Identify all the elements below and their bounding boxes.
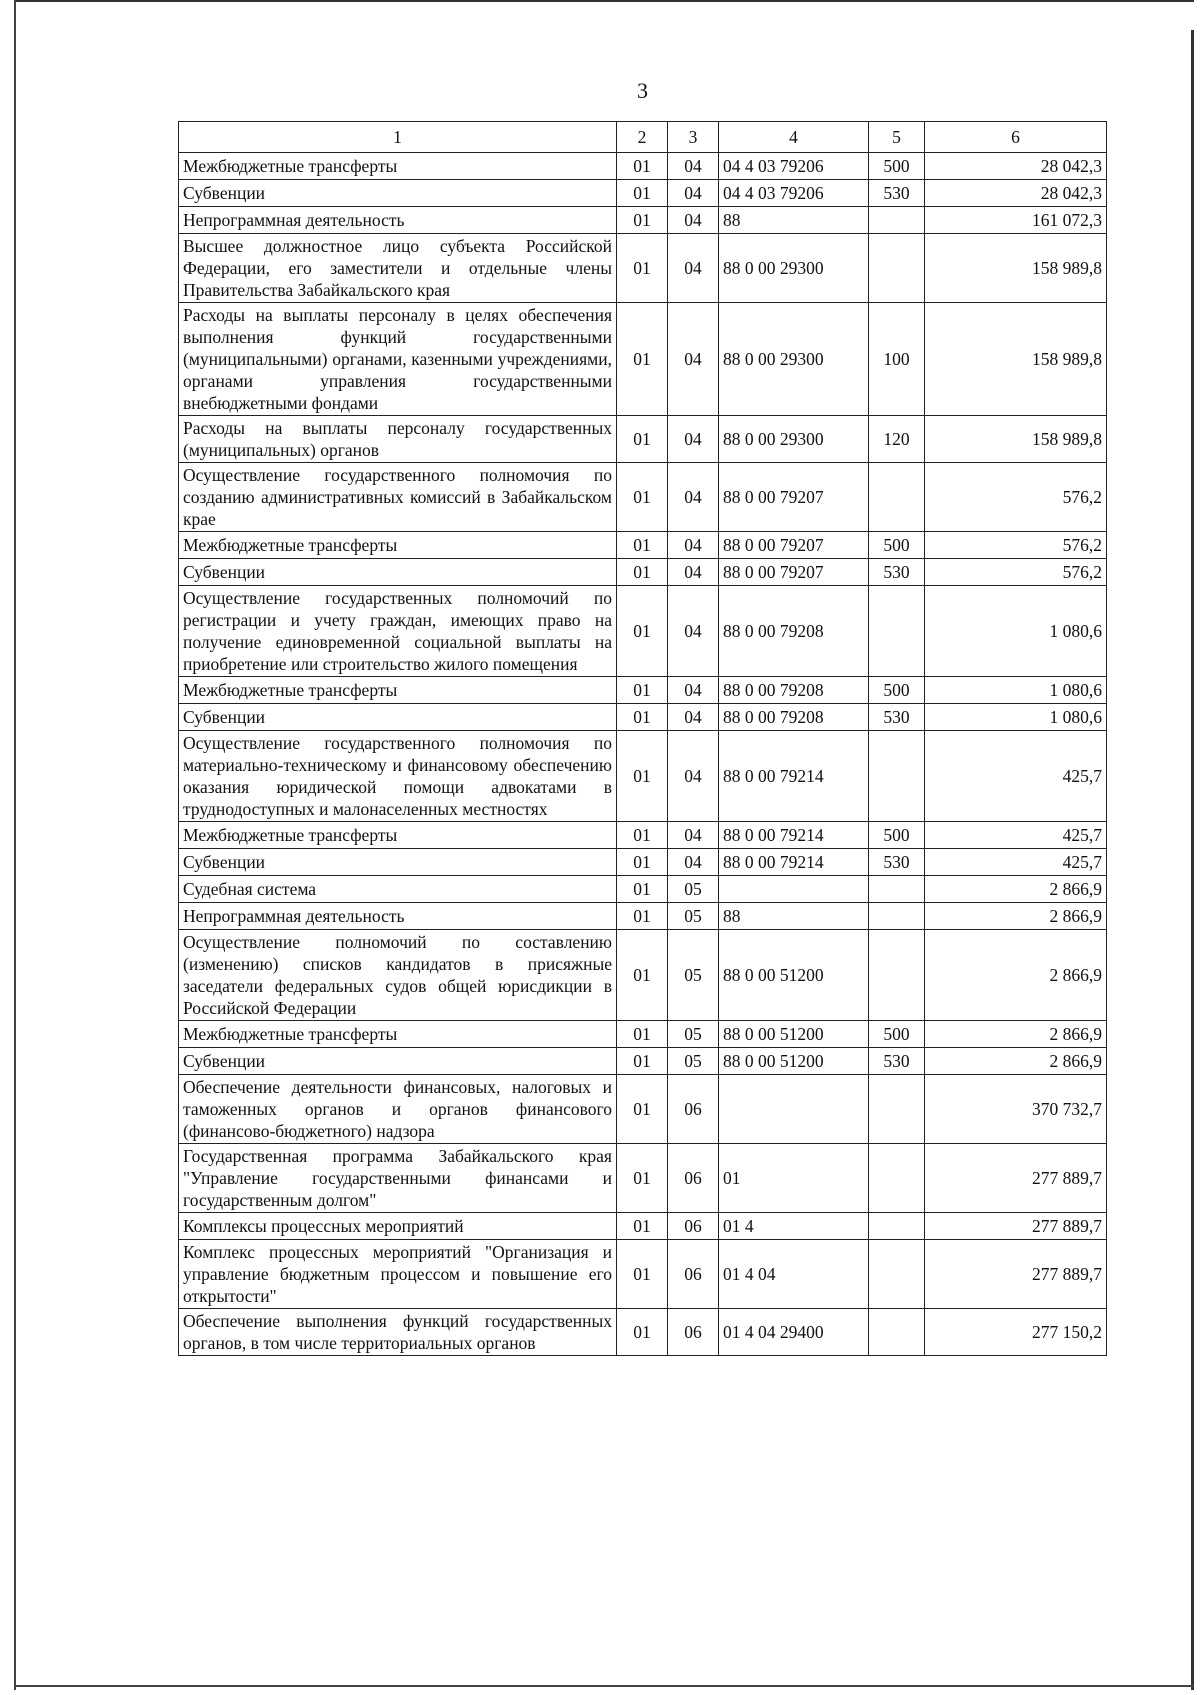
row-name: Обеспечение выполнения функций государственных органов, в том числе территориальных органов <box>179 1309 617 1356</box>
budget-table <box>178 121 1107 1356</box>
row-expense-type <box>869 1309 925 1356</box>
row-name: Судебная система <box>179 876 617 903</box>
header-col-2: 2 <box>617 122 668 153</box>
row-amount: 2 866,9 <box>925 1021 1107 1048</box>
row-expense-type <box>869 1240 925 1309</box>
row-expense-type: 100 <box>869 303 925 416</box>
row-section: 01 <box>617 207 668 234</box>
row-expense-type: 500 <box>869 532 925 559</box>
table-row <box>179 930 1107 1021</box>
row-expense-type: 500 <box>869 677 925 704</box>
row-expense-type: 530 <box>869 704 925 731</box>
row-expense-type: 530 <box>869 559 925 586</box>
row-target-code: 88 0 00 79208 <box>719 677 869 704</box>
row-expense-type <box>869 586 925 677</box>
header-col-4: 4 <box>719 122 869 153</box>
table-row <box>179 532 1107 559</box>
row-subsection: 04 <box>668 677 719 704</box>
table-row <box>179 559 1107 586</box>
row-expense-type: 500 <box>869 822 925 849</box>
table-row <box>179 207 1107 234</box>
row-subsection: 04 <box>668 180 719 207</box>
row-amount: 2 866,9 <box>925 930 1107 1021</box>
row-amount: 425,7 <box>925 822 1107 849</box>
row-name: Обеспечение деятельности финансовых, налоговых и таможенных органов и органов финансового (финансово-бюджетного) надзора <box>179 1075 617 1144</box>
row-amount: 158 989,8 <box>925 303 1107 416</box>
row-subsection: 04 <box>668 416 719 463</box>
row-expense-type: 530 <box>869 1048 925 1075</box>
row-name: Субвенции <box>179 704 617 731</box>
table-row <box>179 153 1107 180</box>
row-expense-type <box>869 1144 925 1213</box>
row-section: 01 <box>617 1309 668 1356</box>
row-amount: 425,7 <box>925 849 1107 876</box>
row-subsection: 04 <box>668 463 719 532</box>
row-expense-type <box>869 207 925 234</box>
table-row <box>179 903 1107 930</box>
row-section: 01 <box>617 463 668 532</box>
page-number: 3 <box>637 78 648 103</box>
row-name: Межбюджетные трансферты <box>179 1021 617 1048</box>
table-row <box>179 1213 1107 1240</box>
row-amount: 158 989,8 <box>925 234 1107 303</box>
row-section: 01 <box>617 1240 668 1309</box>
row-subsection: 06 <box>668 1075 719 1144</box>
row-subsection: 04 <box>668 234 719 303</box>
row-subsection: 05 <box>668 930 719 1021</box>
row-amount: 161 072,3 <box>925 207 1107 234</box>
row-subsection: 04 <box>668 586 719 677</box>
row-section: 01 <box>617 153 668 180</box>
table-row <box>179 303 1107 416</box>
row-target-code: 88 0 00 79214 <box>719 849 869 876</box>
row-name: Осуществление государственного полномочия по материально-техническому и финансовому обеспечению оказания юридической помощи адвокатами в труднодоступных и малонаселенных местностях <box>179 731 617 822</box>
row-expense-type <box>869 903 925 930</box>
table-row <box>179 1048 1107 1075</box>
table-row <box>179 180 1107 207</box>
row-subsection: 04 <box>668 849 719 876</box>
row-expense-type <box>869 876 925 903</box>
row-amount: 576,2 <box>925 463 1107 532</box>
row-section: 01 <box>617 849 668 876</box>
table-row <box>179 1240 1107 1309</box>
row-name: Осуществление государственных полномочий по регистрации и учету граждан, имеющих право на получение единовременной социальной выплаты на приобретение или строительство жилого помещения <box>179 586 617 677</box>
row-section: 01 <box>617 1075 668 1144</box>
row-name: Субвенции <box>179 849 617 876</box>
row-amount: 425,7 <box>925 731 1107 822</box>
row-target-code: 88 0 00 79208 <box>719 704 869 731</box>
row-section: 01 <box>617 822 668 849</box>
row-amount: 277 889,7 <box>925 1144 1107 1213</box>
row-subsection: 06 <box>668 1240 719 1309</box>
row-target-code: 01 4 04 <box>719 1240 869 1309</box>
row-name: Субвенции <box>179 1048 617 1075</box>
table-row <box>179 704 1107 731</box>
row-subsection: 04 <box>668 731 719 822</box>
row-name: Межбюджетные трансферты <box>179 677 617 704</box>
row-target-code: 88 0 00 29300 <box>719 303 869 416</box>
row-target-code: 04 4 03 79206 <box>719 153 869 180</box>
table-row <box>179 677 1107 704</box>
row-name: Непрограммная деятельность <box>179 903 617 930</box>
row-target-code: 88 0 00 79214 <box>719 822 869 849</box>
row-subsection: 05 <box>668 903 719 930</box>
scan-edge-top <box>14 0 1194 8</box>
row-amount: 277 889,7 <box>925 1240 1107 1309</box>
row-name: Комплекс процессных мероприятий "Организация и управление бюджетным процессом и повышение его открытости" <box>179 1240 617 1309</box>
row-name: Межбюджетные трансферты <box>179 822 617 849</box>
row-expense-type: 530 <box>869 180 925 207</box>
row-amount: 1 080,6 <box>925 586 1107 677</box>
row-amount: 28 042,3 <box>925 180 1107 207</box>
row-name: Высшее должностное лицо субъекта Российской Федерации, его заместители и отдельные члены Правительства Забайкальского края <box>179 234 617 303</box>
table-row <box>179 586 1107 677</box>
row-expense-type <box>869 234 925 303</box>
row-name: Субвенции <box>179 559 617 586</box>
row-subsection: 05 <box>668 1048 719 1075</box>
row-subsection: 06 <box>668 1144 719 1213</box>
row-expense-type: 530 <box>869 849 925 876</box>
row-name: Непрограммная деятельность <box>179 207 617 234</box>
table-row <box>179 876 1107 903</box>
header-col-3: 3 <box>668 122 719 153</box>
row-target-code: 04 4 03 79206 <box>719 180 869 207</box>
row-amount: 1 080,6 <box>925 704 1107 731</box>
row-name: Субвенции <box>179 180 617 207</box>
row-section: 01 <box>617 1021 668 1048</box>
row-amount: 2 866,9 <box>925 876 1107 903</box>
table-row <box>179 822 1107 849</box>
table-row <box>179 849 1107 876</box>
row-name: Государственная программа Забайкальского края "Управление государственными финансами и государственным долгом" <box>179 1144 617 1213</box>
row-expense-type: 120 <box>869 416 925 463</box>
row-section: 01 <box>617 1213 668 1240</box>
row-subsection: 04 <box>668 532 719 559</box>
row-section: 01 <box>617 704 668 731</box>
row-amount: 2 866,9 <box>925 903 1107 930</box>
table-header-row <box>179 122 1107 153</box>
table-row <box>179 234 1107 303</box>
table-row <box>179 463 1107 532</box>
row-target-code: 88 0 00 29300 <box>719 234 869 303</box>
row-name: Осуществление государственного полномочия по созданию административных комиссий в Забайкальском крае <box>179 463 617 532</box>
row-section: 01 <box>617 586 668 677</box>
scan-edge-bottom <box>14 1685 1194 1687</box>
row-target-code: 88 0 00 79207 <box>719 559 869 586</box>
row-target-code: 01 4 <box>719 1213 869 1240</box>
row-section: 01 <box>617 903 668 930</box>
row-subsection: 05 <box>668 876 719 903</box>
row-target-code <box>719 876 869 903</box>
table-body <box>179 153 1107 1356</box>
row-section: 01 <box>617 416 668 463</box>
scan-edge-right <box>1191 30 1194 1690</box>
row-section: 01 <box>617 930 668 1021</box>
row-target-code: 88 0 00 79207 <box>719 532 869 559</box>
row-subsection: 04 <box>668 559 719 586</box>
row-name: Комплексы процессных мероприятий <box>179 1213 617 1240</box>
header-col-1: 1 <box>179 122 617 153</box>
row-subsection: 04 <box>668 303 719 416</box>
table-row <box>179 1021 1107 1048</box>
row-subsection: 04 <box>668 153 719 180</box>
table-row <box>179 1075 1107 1144</box>
row-section: 01 <box>617 559 668 586</box>
row-target-code: 88 0 00 79214 <box>719 731 869 822</box>
row-expense-type <box>869 1075 925 1144</box>
row-subsection: 04 <box>668 822 719 849</box>
row-name: Расходы на выплаты персоналу в целях обеспечения выполнения функций государственными (муниципальными) органами, казенными учреждениями, органами управления государственными внебюджетными фондами <box>179 303 617 416</box>
row-section: 01 <box>617 677 668 704</box>
table-row <box>179 1309 1107 1356</box>
row-section: 01 <box>617 234 668 303</box>
row-name: Межбюджетные трансферты <box>179 153 617 180</box>
row-name: Осуществление полномочий по составлению (изменению) списков кандидатов в присяжные заседатели федеральных судов общей юрисдикции в Российской Федерации <box>179 930 617 1021</box>
row-expense-type <box>869 731 925 822</box>
row-subsection: 05 <box>668 1021 719 1048</box>
row-target-code: 88 0 00 79208 <box>719 586 869 677</box>
row-expense-type: 500 <box>869 1021 925 1048</box>
row-subsection: 04 <box>668 207 719 234</box>
row-amount: 370 732,7 <box>925 1075 1107 1144</box>
row-target-code: 88 <box>719 903 869 930</box>
scan-edge-left <box>14 0 16 1690</box>
table-row <box>179 416 1107 463</box>
row-section: 01 <box>617 1144 668 1213</box>
row-target-code: 88 0 00 51200 <box>719 930 869 1021</box>
row-amount: 2 866,9 <box>925 1048 1107 1075</box>
row-section: 01 <box>617 180 668 207</box>
row-subsection: 06 <box>668 1309 719 1356</box>
table-row <box>179 731 1107 822</box>
row-target-code <box>719 1075 869 1144</box>
row-target-code: 01 <box>719 1144 869 1213</box>
row-expense-type <box>869 463 925 532</box>
row-target-code: 88 0 00 51200 <box>719 1048 869 1075</box>
row-amount: 158 989,8 <box>925 416 1107 463</box>
row-target-code: 88 0 00 29300 <box>719 416 869 463</box>
row-amount: 576,2 <box>925 559 1107 586</box>
row-section: 01 <box>617 1048 668 1075</box>
row-subsection: 04 <box>668 704 719 731</box>
row-target-code: 88 <box>719 207 869 234</box>
header-col-6: 6 <box>925 122 1107 153</box>
row-section: 01 <box>617 303 668 416</box>
row-target-code: 88 0 00 79207 <box>719 463 869 532</box>
row-section: 01 <box>617 532 668 559</box>
row-section: 01 <box>617 731 668 822</box>
table-row <box>179 1144 1107 1213</box>
row-name: Расходы на выплаты персоналу государственных (муниципальных) органов <box>179 416 617 463</box>
row-target-code: 88 0 00 51200 <box>719 1021 869 1048</box>
row-name: Межбюджетные трансферты <box>179 532 617 559</box>
row-target-code: 01 4 04 29400 <box>719 1309 869 1356</box>
row-amount: 1 080,6 <box>925 677 1107 704</box>
row-expense-type <box>869 930 925 1021</box>
row-amount: 576,2 <box>925 532 1107 559</box>
row-amount: 28 042,3 <box>925 153 1107 180</box>
row-section: 01 <box>617 876 668 903</box>
header-col-5: 5 <box>869 122 925 153</box>
row-amount: 277 150,2 <box>925 1309 1107 1356</box>
row-expense-type: 500 <box>869 153 925 180</box>
row-subsection: 06 <box>668 1213 719 1240</box>
row-amount: 277 889,7 <box>925 1213 1107 1240</box>
row-expense-type <box>869 1213 925 1240</box>
